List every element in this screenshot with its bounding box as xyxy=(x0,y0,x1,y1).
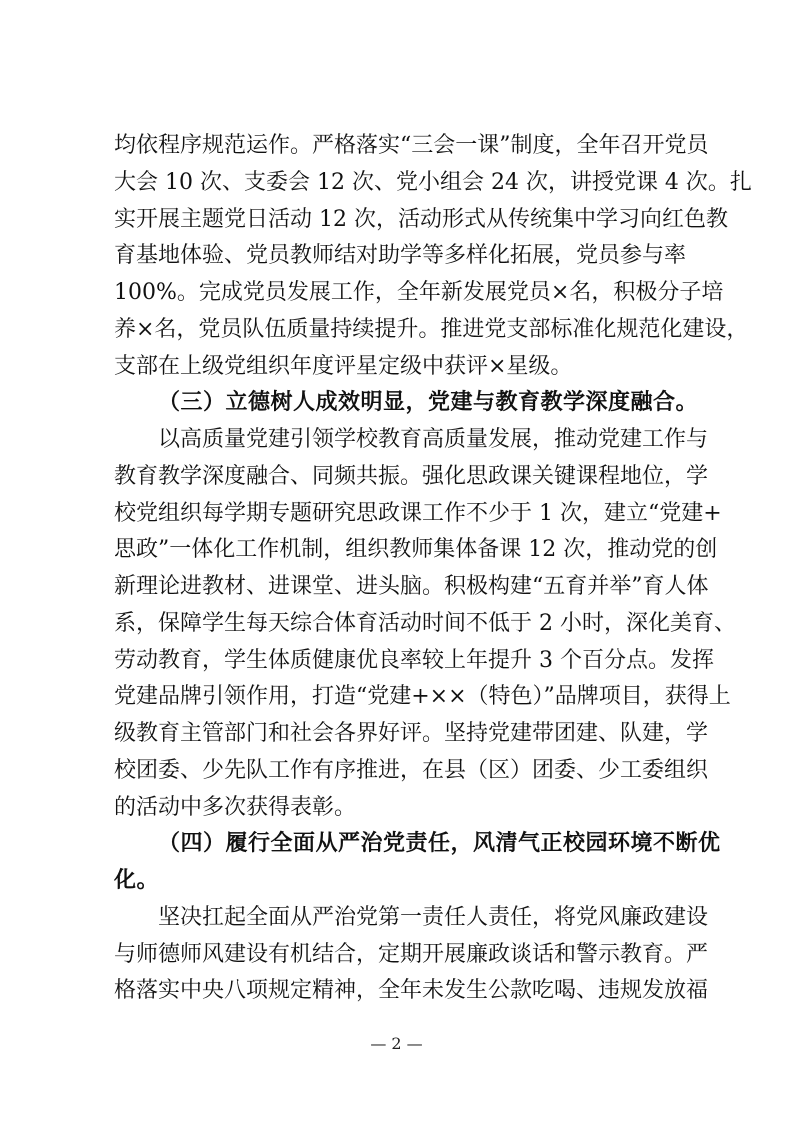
body-line: 实开展主题党日活动 12 次，活动形式从传统集中学习向红色教 xyxy=(114,206,728,232)
body-line: 养×名，党员队伍质量持续提升。推进党支部标准化规范化建设， xyxy=(114,316,749,342)
body-line: 与师德师风建设有机结合，定期开展廉政谈话和警示教育。严 xyxy=(114,941,709,967)
body-line: 党建品牌引领作用，打造“党建+××（特色）”品牌项目，获得上 xyxy=(114,684,731,710)
body-line: 格落实中央八项规定精神，全年未发生公款吃喝、违规发放福 xyxy=(114,978,709,1004)
body-line: 系，保障学生每天综合体育活动时间不低于 2 小时，深化美育、 xyxy=(114,610,736,636)
body-line: 教育教学深度融合、同频共振。强化思政课关键课程地位，学 xyxy=(114,463,709,489)
section-heading-4-cont: 化。 xyxy=(114,868,160,893)
body-line: 100%。完成党员发展工作，全年新发展党员×名，积极分子培 xyxy=(114,280,724,305)
body-line: 以高质量党建引领学校教育高质量发展，推动党建工作与 xyxy=(158,427,709,452)
body-line: 大会 10 次、支委会 12 次、党小组会 24 次，讲授党课 4 次。扎 xyxy=(114,169,752,195)
body-line: 均依程序规范运作。严格落实“三会一课”制度，全年召开党员 xyxy=(114,133,709,158)
page-number: — 2 — xyxy=(370,1034,423,1053)
body-line: 新理论进教材、进课堂、进头脑。积极构建“五育并举”育人体 xyxy=(114,574,709,599)
body-line: 劳动教育，学生体质健康优良率较上年提升 3 个百分点。发挥 xyxy=(114,647,714,673)
body-line: 校党组织每学期专题研究思政课工作不少于 1 次，建立“党建+ xyxy=(114,500,722,526)
section-heading-3: （三）立德树人成效明显，党建与教育教学深度融合。 xyxy=(158,390,699,416)
body-line: 育基地体验、党员教师结对助学等多样化拓展，党员参与率 xyxy=(114,243,687,269)
body-line: 级教育主管部门和社会各界好评。坚持党建带团建、队建，学 xyxy=(114,721,709,746)
body-line: 思政”一体化工作机制，组织教师集体备课 12 次，推动党的创 xyxy=(114,537,718,563)
body-line: 校团委、少先队工作有序推进，在县（区）团委、少工委组织 xyxy=(114,757,709,783)
section-heading-4: （四）履行全面从严治党责任，风清气正校园环境不断优 xyxy=(158,831,721,857)
body-line: 的活动中多次获得表彰。 xyxy=(114,794,357,820)
body-line: 坚决扛起全面从严治党第一责任人责任，将党风廉政建设 xyxy=(158,904,709,930)
body-line: 支部在上级党组织年度评星定级中获评×星级。 xyxy=(114,353,573,379)
